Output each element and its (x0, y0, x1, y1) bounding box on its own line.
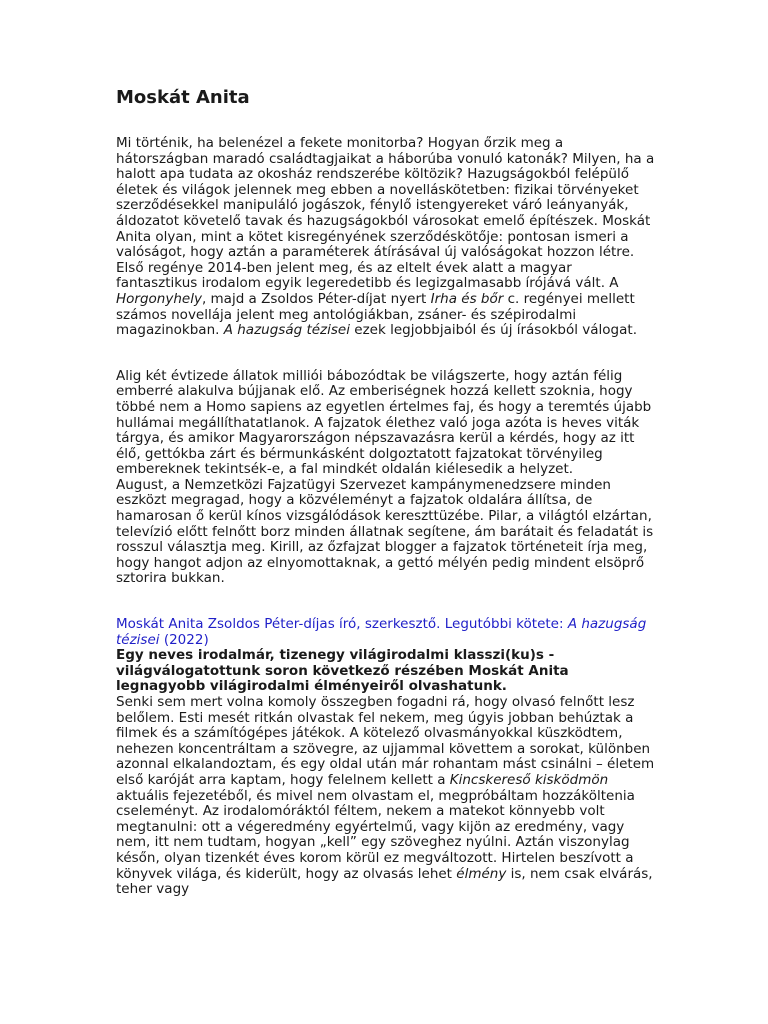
caption-book-title: A hazugság tézisei (116, 616, 647, 648)
article-lead: Egy neves irodalmár, tizenegy világirodalmi klasszi(ku)s - világválogatottunk soron következő részében Moskát Anita legnagyobb világirodalmi élményeiről olvashatunk. (116, 647, 569, 695)
text-run: aktuális fejezetéből, és mivel nem olvastam el, megpróbáltam hozzáköltenia cseleményt. Az irodalomóráktól féltem, nekem a matekot könnyebb volt megtanulni: ott a végeredmény egyértelmű, vagy kijön az eredmény, vagy nem, itt nem tudtam, hogyan „kell” egy szöveghez nyúlni. Aztán viszonylag későn, olyan tizenkét éves korom körül ez megváltozott. Hirtelen beszívott a könyvek világa, és kiderült, hogy az olvasás lehet (116, 787, 635, 882)
emphasis-elmeny: élmény (456, 865, 507, 882)
book-title-horgonyhely: Horgonyhely (116, 290, 202, 307)
text-run: c. regényei mellett számos novellája jelent meg antológiákban, zsáner- és szépirodalmi magazinokban. (116, 290, 635, 339)
text-run: is, nem csak elvárás, teher vagy (116, 865, 653, 898)
text-run: , majd a Zsoldos Péter-díjat nyert (201, 290, 431, 307)
text-run: Moskát Anita Zsoldos Péter-díjas író, szerkesztő. Legutóbbi kötete: (116, 616, 568, 633)
book-blurb-paragraph (116, 136, 656, 339)
text-run: ezek legjobbjaiból és új írásokból válogat. (349, 322, 637, 339)
text-run: Senki sem mert volna komoly összegben fogadni rá, hogy olvasó felnőtt lesz belőlem. Esti mesét ritkán olvastak fel nekem, meg úgyis jobban behúztak a filmek és a számítógépes játékok. A kötelező olvasmányokkal küszködtem, nehezen koncentráltam a szövegre, az ujjammal követtem a sorokat, különben azonnal elkalandoztam, és egy oldal után már rohantam mást csinálni – életem első karóját arra kaptam, hogy felelnem kellett a (116, 694, 655, 788)
book-title-irha-es-bor: Irha és bőr (430, 290, 504, 307)
author-caption (116, 617, 656, 648)
document-page (116, 88, 656, 898)
article-body-paragraph (116, 695, 656, 898)
novel-blurb-paragraph: Alig két évtizede állatok milliói bábozódtak be világszerte, hogy aztán félig emberré alakulva bújjanak elő. Az emberiségnek hozzá kellett szoknia, hogy többé nem a Homo sapiens az egyetlen értelmes faj, és hogy a teremtés újabb hullámai megállíthatatlanok. A fajzatok élethez való joga azóta is heves viták tárgya, és amikor Magyarországon népszavazásra kerül a kérdés, hogy az itt élő, gettókba zárt és bérmunkásként dolgoztatott fajzatokat törvényileg embereknek tekintsék-e, a fal mindkét oldalán kiélesedik a helyzet. (116, 367, 652, 478)
book-title-a-hazugsag-tezisei: A hazugság tézisei (223, 322, 350, 339)
book-title-kincskereso-kiskodmon: Kincskereső kisködmön (449, 771, 609, 788)
page-title: Moskát Anita (116, 87, 250, 108)
text-run: (2022) (159, 631, 209, 648)
text-run: Mi történik, ha belenézel a fekete monitorba? Hogyan őrzik meg a hátországban maradó családtagjaikat a háborúba vonuló katonák? Milyen, ha a halott apa tudata az okosház rendszerébe költözik? Hazugságokból felépülő életek és világok jelennek meg ebben a novelláskötetben: fizikai törvényeket szerződésekkel manipuláló jogászok, fénylő istengyereket váró leányanyák, áldozatot követelő tavak és hazugságokból városokat emelő építészek. Moskát Anita olyan, mint a kötet kisregényének szerződéskötője: pontosan ismeri a valóságot, hogy aztán a paraméterek átírásával új valóságokat hozzon létre. Első regénye 2014-ben jelent meg, és az eltelt évek alatt a magyar fantasztikus irodalom egyik legeredetibb és legizgalmasabb írójává vált. A (116, 135, 655, 292)
novel-blurb-paragraph-2: August, a Nemzetközi Fajzatügyi Szervezet kampánymenedzsere minden eszközt megragad, hogy a közvéleményt a fajzatok oldalára állítsa, de hamarosan ő kerül kínos vizsgálódások kereszttüzébe. Pilar, a világtól elzártan, televízió előtt felnőtt borz minden állatnak segítene, ám barátait és feladatát is rosszul választja meg. Kirill, az őzfajzat blogger a fajzatok történeteit írja meg, hogy hangot adjon az elnyomottaknak, a gettó mélyén pedig mindent elsöprő sztorira bukkan. (116, 476, 654, 587)
